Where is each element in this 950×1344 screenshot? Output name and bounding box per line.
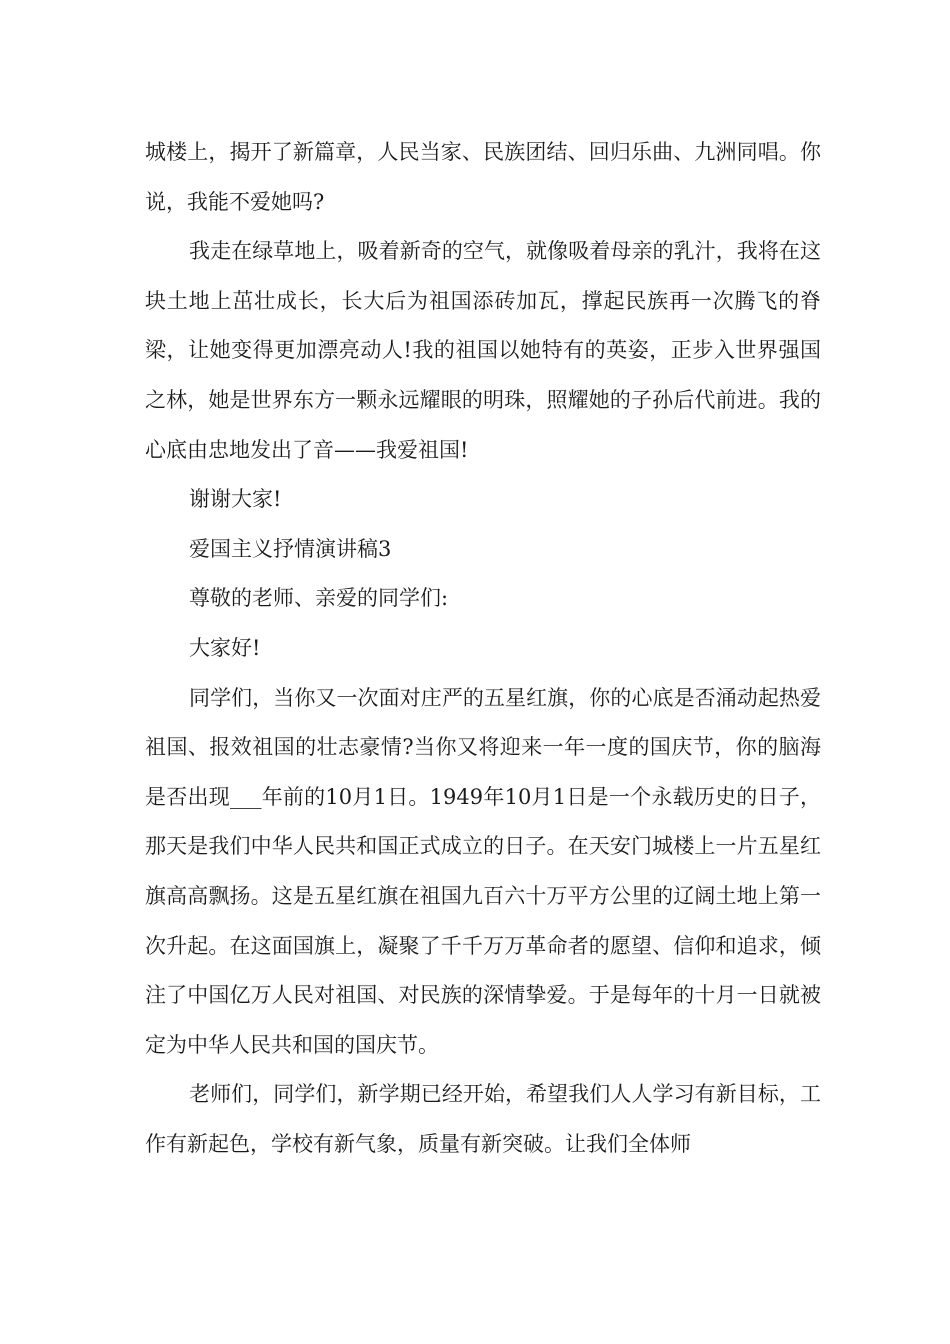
paragraph-greeting: 大家好! xyxy=(189,635,261,660)
paragraph-thanks: 谢谢大家! xyxy=(189,487,282,512)
document-body xyxy=(145,128,821,1169)
paragraph-salutation: 尊敬的老师、亲爱的同学们: xyxy=(189,586,449,611)
paragraph-green-grass: 我走在绿草地上，吸着新奇的空气，就像吸着母亲的乳汁，我将在这块土地上茁壮成长，长大后为祖国添砖加瓦，撑起民族再一次腾飞的脊梁，让她变得更加漂亮动人!我的祖国以她特有的英姿，正步入世界强国之林，她是世界东方一颗永远耀眼的明珠，照耀她的子孙后代前进。我的心底由忠地发出了音——我爱祖国! xyxy=(145,239,821,462)
paragraph-national-flag: 同学们，当你又一次面对庄严的五星红旗，你的心底是否涌动起热爱祖国、报效祖国的壮志豪情?当你又将迎来一年一度的国庆节，你的脑海是否出现___年前的10月1日。1949年10月1日是一个永载历史的日子，那天是我们中华人民共和国正式成立的日子。在天安门城楼上一片五星红旗高高飘扬。这是五星红旗在祖国九百六十万平方公里的辽阔土地上第一次升起。在这面国旗上，凝聚了千千万万革命者的愿望、信仰和追求，倾注了中国亿万人民对祖国、对民族的深情挚爱。于是每年的十月一日就被定为中华人民共和国的国庆节。 xyxy=(145,685,821,1057)
section-heading: 爱国主义抒情演讲稿3 xyxy=(189,536,392,561)
paragraph-continuation: 城楼上，揭开了新篇章，人民当家、民族团结、回归乐曲、九洲同唱。你说，我能不爱她吗? xyxy=(145,140,821,214)
paragraph-new-semester: 老师们，同学们，新学期已经开始，希望我们人人学习有新目标，工作有新起色，学校有新气象，质量有新突破。让我们全体师 xyxy=(145,1082,821,1156)
